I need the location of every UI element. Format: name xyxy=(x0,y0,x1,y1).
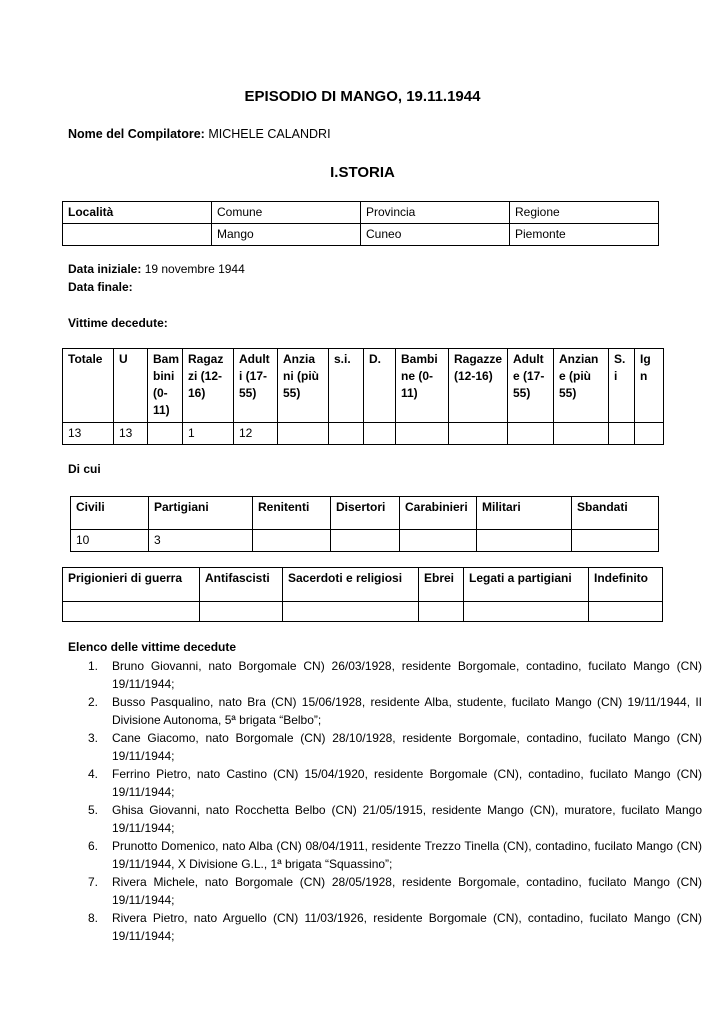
list-text: Bruno Giovanni, nato Borgomale CN) 26/03/1928, residente Borgomale, contadino, fucilato Mango (CN) 19/11/1944; xyxy=(112,659,702,691)
victims-cell: 1 xyxy=(183,423,234,445)
victims-cell xyxy=(449,423,508,445)
list-item xyxy=(88,693,702,729)
category2-header-cell: Prigionieri di guerra xyxy=(63,568,200,602)
victims-cell xyxy=(635,423,664,445)
compiler-value: MICHELE CALANDRI xyxy=(208,127,331,141)
list-item xyxy=(88,873,702,909)
victims-list xyxy=(68,657,702,945)
list-number: 8. xyxy=(88,911,99,925)
victims-header-cell: Ig n xyxy=(635,349,664,423)
category2-header-cell: Ebrei xyxy=(419,568,464,602)
location-cell: Cuneo xyxy=(361,224,510,246)
victims-list-label: Elenco delle vittime decedute xyxy=(68,640,237,654)
list-text: Ghisa Giovanni, nato Rocchetta Belbo (CN) 21/05/1915, residente Mango (CN), muratore, fucilato Mango 19/11/1944; xyxy=(112,803,702,835)
victims-header-cell: D. xyxy=(364,349,396,423)
victims-cell xyxy=(508,423,554,445)
victims-label: Vittime decedute: xyxy=(68,316,168,330)
category2-cell xyxy=(589,602,663,622)
category-table xyxy=(70,496,659,552)
category-header-cell: Disertori xyxy=(331,497,400,530)
list-text: Cane Giacomo, nato Borgomale (CN) 28/10/1928, residente Borgomale, contadino, fucilato Mango (CN) 19/11/1944; xyxy=(112,731,702,763)
list-text: Busso Pasqualino, nato Bra (CN) 15/06/1928, residente Alba, studente, fucilato Mango (CN) 19/11/1944, II Divisione Autonoma, 5ª brigata “Belbo”; xyxy=(112,695,702,727)
victims-header-cell: Anzian e (più 55) xyxy=(554,349,609,423)
end-date-line xyxy=(68,280,133,294)
table-row xyxy=(71,497,659,530)
compiler-label: Nome del Compilatore: xyxy=(68,127,205,141)
category-cell: 10 xyxy=(71,530,149,552)
victims-cell xyxy=(609,423,635,445)
category-header-cell: Partigiani xyxy=(149,497,253,530)
section-title: I.STORIA xyxy=(330,164,395,181)
table-row xyxy=(63,202,659,224)
list-item xyxy=(88,801,702,837)
list-text: Rivera Pietro, nato Arguello (CN) 11/03/1926, residente Borgomale (CN), contadino, fucilato Mango (CN) 19/11/1944; xyxy=(112,911,702,943)
category-cell: 3 xyxy=(149,530,253,552)
start-date-line xyxy=(68,262,245,276)
table-row xyxy=(63,568,663,602)
start-date-value: 19 novembre 1944 xyxy=(144,262,245,276)
location-cell: Mango xyxy=(212,224,361,246)
table-row xyxy=(71,530,659,552)
end-date-label: Data finale: xyxy=(68,280,133,294)
category-table-2 xyxy=(62,567,663,622)
victims-cell xyxy=(554,423,609,445)
list-text: Ferrino Pietro, nato Castino (CN) 15/04/1920, residente Borgomale (CN), contadino, fucilato Mango (CN) 19/11/1944; xyxy=(112,767,702,799)
victims-header-cell: s.i. xyxy=(329,349,364,423)
list-number: 4. xyxy=(88,767,99,781)
category-header-cell: Militari xyxy=(477,497,572,530)
category2-cell xyxy=(283,602,419,622)
category-cell xyxy=(331,530,400,552)
list-number: 6. xyxy=(88,839,99,853)
victims-header-cell: Bambi ne (0-11) xyxy=(396,349,449,423)
category2-header-cell: Sacerdoti e religiosi xyxy=(283,568,419,602)
list-text: Prunotto Domenico, nato Alba (CN) 08/04/1911, residente Trezzo Tinella (CN), contadino, fucilato Mango (CN) 19/11/1944, X Divisione G.L., 1ª brigata “Squassino”; xyxy=(112,839,702,871)
list-item xyxy=(88,657,702,693)
victims-cell xyxy=(364,423,396,445)
table-row xyxy=(63,349,664,423)
victims-header-cell: Totale xyxy=(63,349,114,423)
category-cell xyxy=(572,530,659,552)
document-title: EPISODIO DI MANGO, 19.11.1944 xyxy=(244,88,481,105)
start-date-label: Data iniziale: xyxy=(68,262,142,276)
location-table xyxy=(62,201,659,246)
category-header-cell: Renitenti xyxy=(253,497,331,530)
list-number: 2. xyxy=(88,695,99,709)
category2-cell xyxy=(419,602,464,622)
victims-cell: 12 xyxy=(234,423,278,445)
category2-header-cell: Indefinito xyxy=(589,568,663,602)
victims-cell xyxy=(278,423,329,445)
category-header-cell: Civili xyxy=(71,497,149,530)
victims-header-cell: Anzia ni (più 55) xyxy=(278,349,329,423)
location-header-cell: Comune xyxy=(212,202,361,224)
list-item xyxy=(88,909,702,945)
victims-header-cell: Adult e (17-55) xyxy=(508,349,554,423)
victims-cell xyxy=(329,423,364,445)
table-row xyxy=(63,423,664,445)
compiler-line xyxy=(68,127,331,141)
list-number: 1. xyxy=(88,659,99,673)
location-cell xyxy=(63,224,212,246)
category-header-cell: Sbandati xyxy=(572,497,659,530)
victims-header-cell: Ragazze (12-16) xyxy=(449,349,508,423)
victims-header-cell: Bam bini (0-11) xyxy=(148,349,183,423)
category-header-cell: Carabinieri xyxy=(400,497,477,530)
victims-header-cell: S. i xyxy=(609,349,635,423)
list-item xyxy=(88,837,702,873)
list-item xyxy=(88,729,702,765)
category2-cell xyxy=(200,602,283,622)
victims-header-cell: Ragaz zi (12-16) xyxy=(183,349,234,423)
di-cui-label: Di cui xyxy=(68,462,101,476)
location-cell: Piemonte xyxy=(510,224,659,246)
victims-table xyxy=(62,348,664,445)
table-row xyxy=(63,224,659,246)
category-cell xyxy=(400,530,477,552)
victims-header-cell: Adult i (17-55) xyxy=(234,349,278,423)
victims-cell xyxy=(148,423,183,445)
victims-cell: 13 xyxy=(114,423,148,445)
category2-cell xyxy=(464,602,589,622)
list-text: Rivera Michele, nato Borgomale (CN) 28/05/1928, residente Borgomale, contadino, fucilato Mango (CN) 19/11/1944; xyxy=(112,875,702,907)
category-cell xyxy=(253,530,331,552)
table-row xyxy=(63,602,663,622)
category-cell xyxy=(477,530,572,552)
list-number: 5. xyxy=(88,803,99,817)
category2-header-cell: Legati a partigiani xyxy=(464,568,589,602)
list-number: 3. xyxy=(88,731,99,745)
location-header-cell: Località xyxy=(63,202,212,224)
list-item xyxy=(88,765,702,801)
list-number: 7. xyxy=(88,875,99,889)
location-header-cell: Regione xyxy=(510,202,659,224)
category2-cell xyxy=(63,602,200,622)
location-header-cell: Provincia xyxy=(361,202,510,224)
victims-header-cell: U xyxy=(114,349,148,423)
victims-cell: 13 xyxy=(63,423,114,445)
category2-header-cell: Antifascisti xyxy=(200,568,283,602)
victims-cell xyxy=(396,423,449,445)
